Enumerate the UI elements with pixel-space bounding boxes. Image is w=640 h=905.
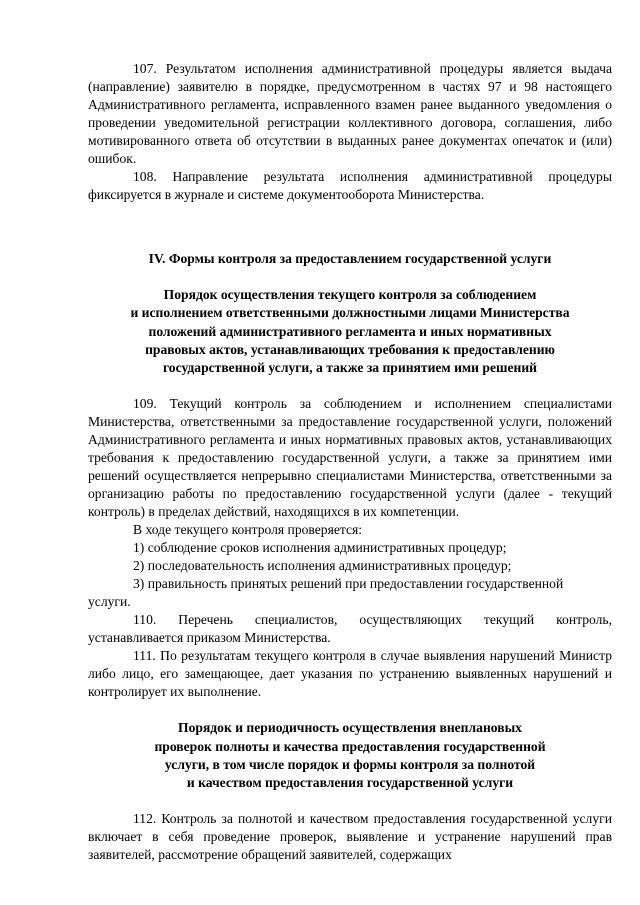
subheading-line: и качеством предоставления государственной услуги — [186, 774, 514, 790]
subheading-unscheduled-checks — [88, 719, 612, 791]
subheading-line: Порядок осуществления текущего контроля за соблюдением — [163, 287, 537, 303]
section-title: IV. Формы контроля за предоставлением государственной услуги — [148, 251, 552, 267]
check-intro: В ходе текущего контроля проверяется: — [133, 521, 363, 537]
subheading-current-control — [88, 286, 612, 376]
subheading-line: услуги, в том числе порядок и формы контроля за полнотой — [164, 756, 536, 772]
paragraph-110: 110. Перечень специалистов, осуществляющих текущий контроль, устанавливается приказом Министерства. — [88, 612, 612, 646]
list-item-2: 2) последовательность исполнения административных процедур; — [133, 558, 512, 574]
paragraph-112: 112. Контроль за полнотой и качеством предоставления государственной услуги включает в себя проведение проверок, выявление и устранение нарушений прав заявителей, рассмотрение обращений заявителей, содержащих — [88, 810, 612, 862]
list-item-1: 1) соблюдение сроков исполнения административных процедур; — [133, 540, 507, 556]
document-page — [88, 60, 612, 864]
list-item-3-continuation: услуги. — [88, 594, 131, 610]
subheading-line: Порядок и периодичность осуществления внеплановых — [178, 720, 522, 736]
list-item-3: 3) правильность принятых решений при предоставлении государственной — [133, 576, 564, 592]
paragraph-111: 111. По результатам текущего контроля в случае выявления нарушений Министр либо лицо, его замещающее, дает указания по устранению выявленных нарушений и контролирует их выполнение. — [88, 648, 612, 700]
subheading-line: правовых актов, устанавливающих требования к предоставлению — [145, 341, 555, 357]
subheading-line: и исполнением ответственными должностными лицами Министерства — [130, 305, 570, 321]
paragraph-108: 108. Направление результата исполнения административной процедуры фиксируется в журнале и системе документооборота Министерства. — [88, 169, 612, 203]
subheading-line: проверок полноты и качества предоставления государственной — [154, 738, 546, 754]
subheading-line: положений административного регламента и иных нормативных — [148, 323, 552, 339]
subheading-line: государственной услуги, а также за принятием ими решений — [162, 359, 538, 375]
paragraph-107: 107. Результатом исполнения административной процедуры является выдача (направление) заявителю в порядке, предусмотренном в частях 97 и 98 настоящего Административного регламента, исправленного взамен ранее выданного уведомления о проведении уведомительной регистрации коллективного договора, соглашения, либо мотивированного ответа об отсутствии в выданных ранее документах опечаток и (или) ошибок. — [88, 61, 612, 167]
paragraph-109: 109. Текущий контроль за соблюдением и исполнением специалистами Министерства, ответственными за предоставление государственной услуги, положений Административного регламента и иных нормативных правовых актов, устанавливающих требования к предоставлению государственной услуги, а также за принятием ими решений осуществляется непрерывно специалистами Министерства, ответственными за организацию работы по предоставлению государственной услуги (далее - текущий контроль) в пределах действий, находящихся в их компетенции. — [88, 395, 612, 519]
